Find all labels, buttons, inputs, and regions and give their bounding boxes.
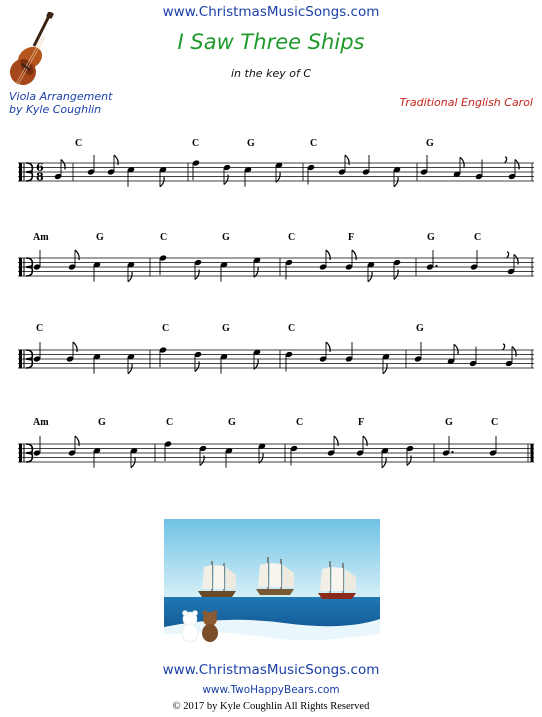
chord-symbol: C	[166, 417, 174, 428]
alto-clef-icon	[24, 163, 25, 182]
breath-mark	[507, 252, 509, 258]
note-flag	[200, 456, 204, 466]
song-title: I Saw Three Ships	[177, 30, 365, 54]
note-flag	[128, 272, 132, 282]
time-signature-bottom: 8	[36, 170, 44, 184]
chord-symbol: G	[416, 323, 424, 334]
chord-symbol: C	[36, 323, 44, 334]
note-flag	[512, 347, 516, 357]
note-flag	[195, 362, 199, 372]
ships-illustration	[164, 519, 380, 659]
note-flag	[394, 177, 398, 187]
alto-clef-icon	[19, 258, 22, 277]
note-flag	[61, 160, 65, 170]
arrangement-line-2: by Kyle Coughlin	[9, 103, 102, 116]
note-flag	[363, 436, 367, 446]
song-origin: Traditional English Carol	[399, 96, 533, 109]
note-flag	[382, 458, 386, 468]
chord-symbol: G	[445, 417, 453, 428]
note-flag	[454, 344, 458, 354]
note-flag	[368, 272, 372, 282]
chord-symbol: C	[288, 323, 296, 334]
chord-symbol: Am	[33, 417, 49, 428]
note-flag	[515, 160, 519, 170]
chord-symbol: F	[358, 417, 365, 428]
chord-symbol: C	[162, 323, 170, 334]
note-flag	[383, 364, 387, 374]
chord-symbol: C	[474, 232, 482, 243]
chord-symbol: C	[310, 138, 318, 149]
alto-clef-icon	[24, 444, 25, 463]
white-bear	[182, 611, 198, 643]
note-flag	[195, 270, 199, 280]
note-flag	[224, 175, 228, 185]
note-flag	[131, 458, 135, 468]
note-flag	[352, 250, 356, 260]
chord-symbol: G	[247, 138, 255, 149]
site-url-footer[interactable]: www.ChristmasMusicSongs.com	[162, 662, 380, 678]
alto-clef-icon	[19, 163, 22, 182]
note-flag	[73, 342, 77, 352]
copyright: © 2017 by Kyle Coughlin All Rights Reserved	[172, 701, 370, 712]
note-flag	[407, 456, 411, 466]
note-flag	[114, 155, 118, 165]
note-dot	[435, 265, 437, 267]
note-flag	[345, 155, 349, 165]
alto-clef-icon	[19, 444, 22, 463]
note-flag	[75, 436, 79, 446]
chord-symbol: C	[75, 138, 83, 149]
site-url-top[interactable]: www.ChristmasMusicSongs.com	[162, 4, 380, 20]
note-flag	[326, 250, 330, 260]
chord-symbol: C	[491, 417, 499, 428]
chord-symbol: G	[426, 138, 434, 149]
chord-symbol: C	[296, 417, 304, 428]
arrangement-line-1: Viola Arrangement	[9, 90, 113, 103]
chord-symbol: G	[96, 232, 104, 243]
chord-symbol: G	[427, 232, 435, 243]
alto-clef-icon	[24, 258, 25, 277]
chord-symbol: Am	[33, 232, 49, 243]
note-dot	[451, 451, 453, 453]
partner-url[interactable]: www.TwoHappyBears.com	[202, 684, 340, 696]
chord-symbol: G	[222, 232, 230, 243]
chord-symbol: G	[222, 323, 230, 334]
chord-symbol: C	[288, 232, 296, 243]
chord-symbol: F	[348, 232, 355, 243]
note-flag	[75, 250, 79, 260]
chord-symbol: G	[98, 417, 106, 428]
final-barline	[531, 444, 534, 462]
note-flag	[160, 177, 164, 187]
key-signature-text: in the key of C	[231, 67, 311, 80]
alto-clef-icon	[24, 350, 25, 369]
breath-mark	[503, 344, 505, 350]
chord-symbol: C	[160, 232, 168, 243]
alto-clef-icon	[19, 350, 22, 369]
chord-symbol: G	[228, 417, 236, 428]
time-signature-top: 6	[36, 161, 44, 174]
breath-mark	[505, 157, 507, 163]
note-flag	[394, 270, 398, 280]
note-flag	[514, 255, 518, 265]
chord-symbol: C	[192, 138, 200, 149]
note-flag	[460, 157, 464, 167]
note-flag	[128, 364, 132, 374]
note-flag	[334, 436, 338, 446]
note-flag	[326, 342, 330, 352]
